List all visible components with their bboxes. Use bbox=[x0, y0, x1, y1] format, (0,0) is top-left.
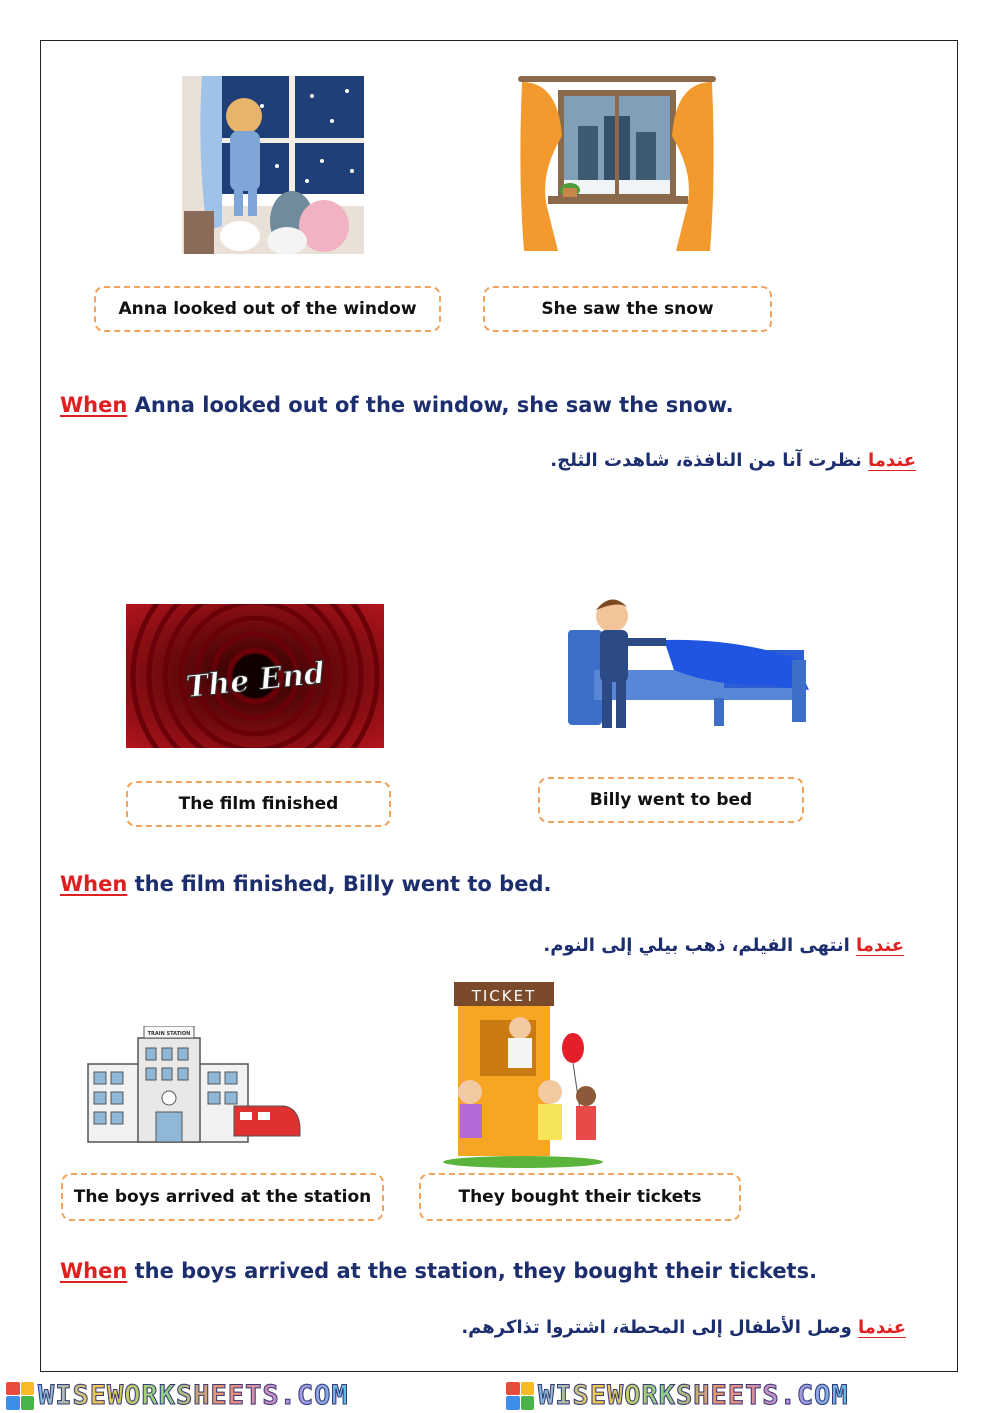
keyword-when: When bbox=[60, 393, 128, 417]
caption-box bbox=[483, 286, 772, 332]
brand-text: WISEWORKSHEETS.COM bbox=[38, 1380, 349, 1411]
caption-text: She saw the snow bbox=[541, 299, 714, 319]
train-station-illustration bbox=[84, 1026, 304, 1144]
brand-logo-icon bbox=[6, 1382, 34, 1410]
the-end-illustration bbox=[126, 604, 384, 748]
billy-bed-illustration bbox=[564, 590, 812, 742]
ticket-booth-illustration bbox=[440, 980, 606, 1170]
caption-box bbox=[419, 1173, 741, 1221]
caption-box bbox=[94, 286, 441, 332]
anna-window-illustration bbox=[182, 76, 364, 254]
brand-logo-icon bbox=[506, 1382, 534, 1410]
station-sign-text: TRAIN STATION bbox=[147, 1031, 191, 1037]
caption-text: Anna looked out of the window bbox=[118, 299, 417, 319]
arabic-rest: وصل الأطفال إلى المحطة، اشتروا تذاكرهم. bbox=[461, 1317, 859, 1338]
caption-text: The film finished bbox=[178, 794, 339, 814]
the-end-text: The End bbox=[184, 655, 327, 706]
caption-text: They bought their tickets bbox=[458, 1187, 702, 1207]
ticket-sign-text: TICKET bbox=[471, 987, 537, 1005]
brand-watermark bbox=[0, 1380, 500, 1411]
english-sentence bbox=[60, 393, 734, 417]
keyword-arabic: عندما bbox=[858, 1317, 906, 1338]
arabic-rest: انتهى الفيلم، ذهب بيلي إلى النوم. bbox=[543, 935, 857, 956]
caption-text: Billy went to bed bbox=[589, 790, 753, 810]
caption-text: The boys arrived at the station bbox=[73, 1187, 372, 1207]
brand-watermark bbox=[500, 1380, 1000, 1411]
arabic-sentence bbox=[461, 1317, 906, 1338]
caption-box bbox=[61, 1173, 384, 1221]
sentence-rest: the film finished, Billy went to bed. bbox=[127, 872, 552, 896]
english-sentence bbox=[60, 872, 551, 896]
keyword-arabic: عندما bbox=[856, 935, 904, 956]
keyword-arabic: عندما bbox=[868, 450, 916, 471]
arabic-sentence bbox=[543, 935, 904, 956]
sentence-rest: the boys arrived at the station, they bought their tickets. bbox=[127, 1259, 818, 1283]
caption-box bbox=[126, 781, 391, 827]
snow-window-illustration bbox=[518, 76, 716, 256]
footer-banner bbox=[0, 1378, 1000, 1413]
caption-box bbox=[538, 777, 804, 823]
sentence-rest: Anna looked out of the window, she saw the snow. bbox=[127, 393, 734, 417]
keyword-when: When bbox=[60, 1259, 128, 1283]
arabic-sentence bbox=[550, 450, 916, 471]
arabic-rest: نظرت آنا من النافذة، شاهدت الثلج. bbox=[550, 450, 869, 471]
brand-text: WISEWORKSHEETS.COM bbox=[538, 1380, 849, 1411]
keyword-when: When bbox=[60, 872, 128, 896]
english-sentence bbox=[60, 1259, 817, 1283]
